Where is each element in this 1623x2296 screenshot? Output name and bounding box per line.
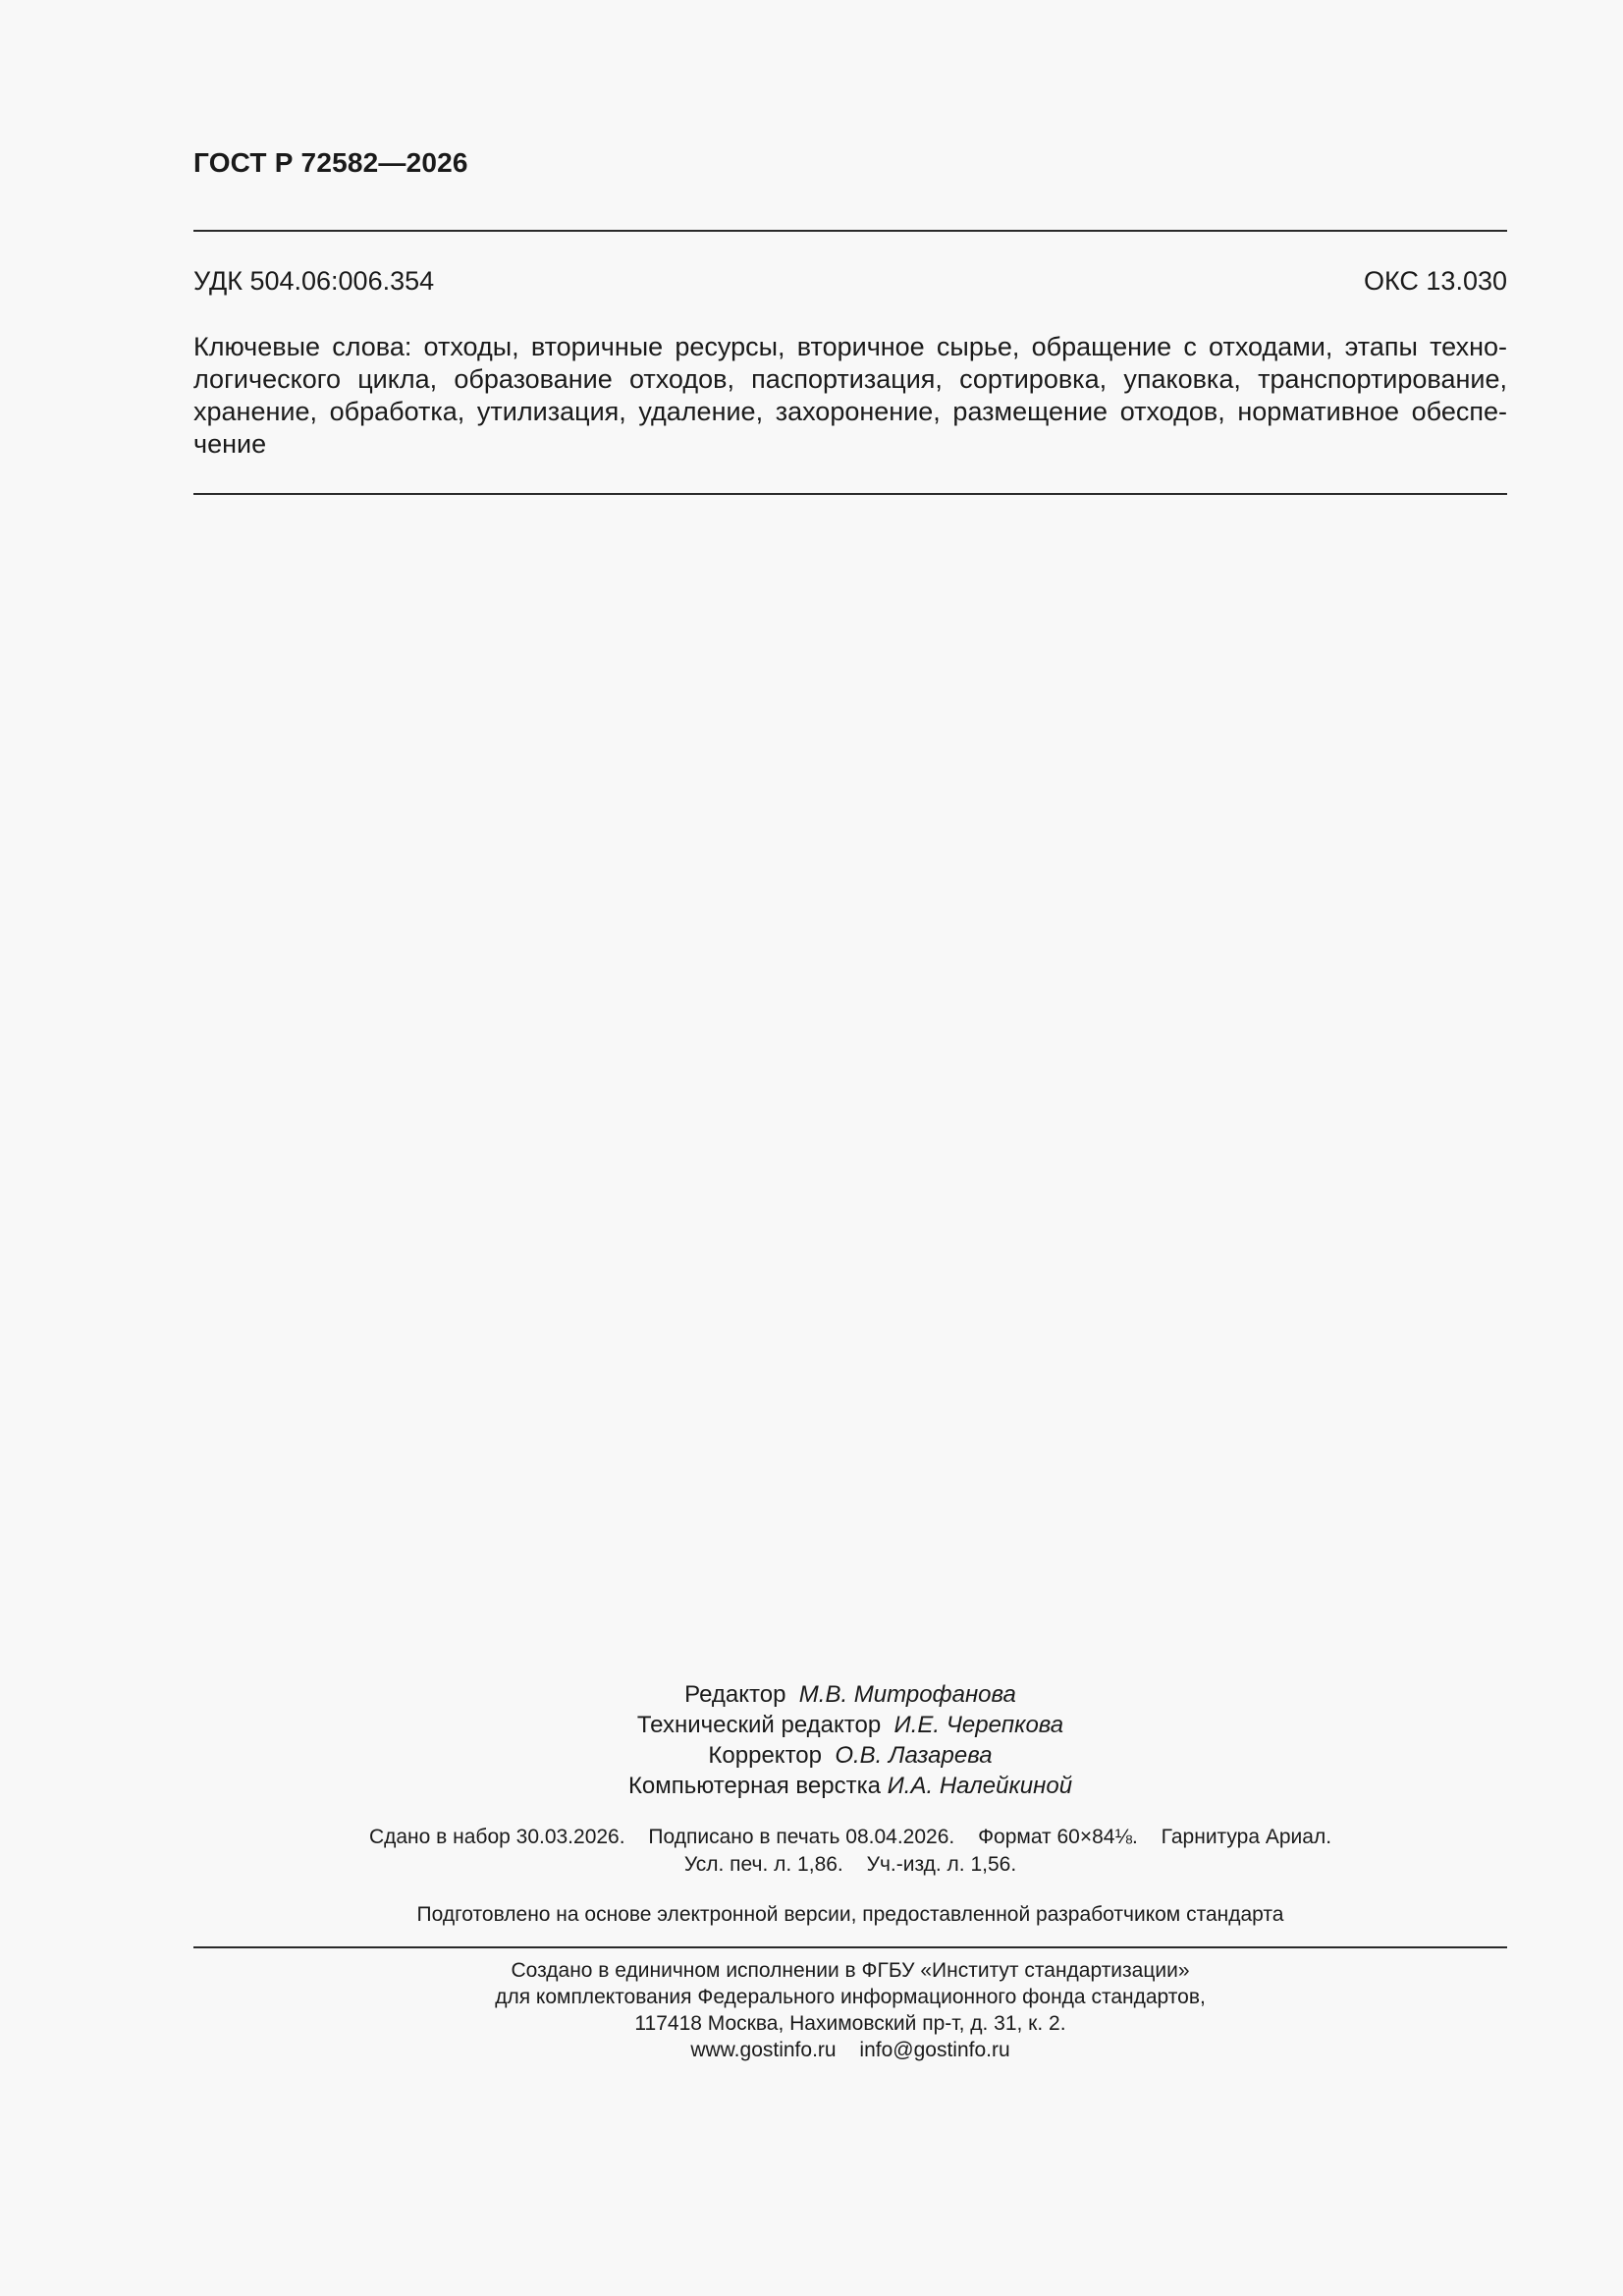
prepared-note: Подготовлено на основе электронной версии, предоставленной разработчиком стандарта	[416, 1903, 1284, 1926]
credit-name: И.А. Налейкиной	[887, 1773, 1073, 1799]
credit-name: О.В. Лазарева	[835, 1742, 993, 1769]
print-info-line-2	[193, 1851, 1507, 1879]
publisher-line-1: Создано в единичном исполнении в ФГБУ «Институт стандартизации»	[511, 1959, 1190, 1982]
standard-number: ГОСТ Р 72582—2026	[193, 147, 468, 178]
keywords-divider	[193, 493, 1507, 495]
publisher-contacts	[193, 2037, 1507, 2063]
print-info-line-1	[193, 1824, 1507, 1851]
keywords-paragraph: Ключевые слова: отходы, вторичные ресурсы, вторичное сырье, обращение с отходами, этапы технологического цикла, образование отходов, паспортизация, сортировка, упаковка, транспортирование, хранение, обработка, утилизация, удаление, захоронение, размещение отходов, нормативное обеспечение	[193, 332, 1507, 459]
publisher-address: 117418 Москва, Нахимовский пр-т, д. 31, к. 2.	[634, 2012, 1066, 2035]
credit-role: Технический редактор	[636, 1712, 882, 1738]
signed-date: Подписано в печать 08.04.2026.	[648, 1826, 955, 1848]
document-page	[193, 0, 1507, 2296]
website-link[interactable]: www.gostinfo.ru	[690, 2039, 837, 2061]
credit-tech-editor	[193, 1710, 1507, 1740]
credit-role: Редактор	[684, 1681, 786, 1708]
submitted-date: Сдано в набор 30.03.2026.	[368, 1826, 625, 1848]
print-sheets: Усл. печ. л. 1,86.	[683, 1853, 843, 1876]
print-info-block	[193, 1824, 1507, 1879]
credits-block	[193, 1679, 1507, 1801]
credit-role: Компьютерная верстка	[627, 1773, 881, 1799]
credit-role: Корректор	[708, 1742, 822, 1769]
classification-row	[193, 266, 1507, 297]
paper-format: Формат 60×84⅛.	[978, 1826, 1138, 1848]
credit-editor	[193, 1679, 1507, 1710]
email-link[interactable]: info@gostinfo.ru	[859, 2039, 1010, 2061]
oks-code: ОКС 13.030	[1363, 266, 1507, 296]
publisher-line-2: для комплектования Федерального информационного фонда стандартов,	[495, 1986, 1206, 2008]
publisher-sheets: Уч.-изд. л. 1,56.	[866, 1853, 1017, 1876]
udk-code: УДК 504.06:006.354	[193, 266, 435, 296]
credit-name: И.Е. Черепкова	[893, 1712, 1064, 1738]
publisher-block	[193, 1957, 1507, 2063]
top-divider	[193, 230, 1507, 232]
typeface: Гарнитура Ариал.	[1161, 1826, 1332, 1848]
footer-divider	[193, 1946, 1507, 1948]
credit-proofreader	[193, 1740, 1507, 1771]
credit-layout	[193, 1771, 1507, 1801]
credit-name: М.В. Митрофанова	[798, 1681, 1016, 1708]
